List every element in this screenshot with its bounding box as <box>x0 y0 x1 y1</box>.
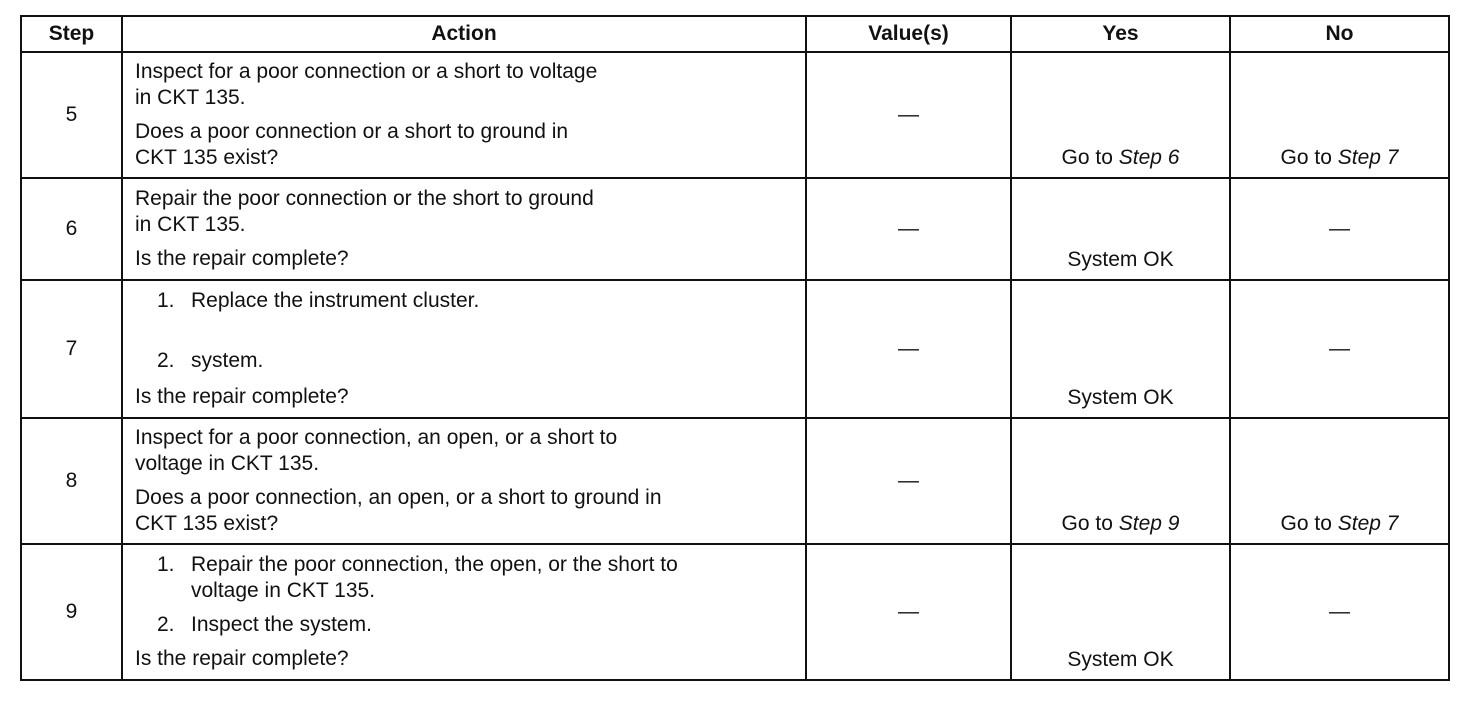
step-number: 5 <box>21 52 122 178</box>
table-row <box>21 178 1449 280</box>
action-question <box>135 485 793 537</box>
question-text-line: CKT 135 exist? <box>135 512 279 535</box>
action-question: Is the repair complete? <box>135 647 349 670</box>
numbered-item <box>135 348 793 374</box>
item-text: system. <box>191 349 264 372</box>
yes-cell <box>1011 52 1230 178</box>
action-cell <box>122 544 806 680</box>
table-row <box>21 52 1449 178</box>
header-row <box>21 16 1449 52</box>
numbered-item <box>135 612 793 638</box>
action-cell <box>122 280 806 418</box>
item-text-line: voltage in CKT 135. <box>191 579 376 602</box>
header-action: Action <box>122 16 806 52</box>
item-text: Inspect the system. <box>191 613 372 636</box>
table-row <box>21 544 1449 680</box>
header-values: Value(s) <box>806 16 1011 52</box>
value-cell: — <box>806 52 1011 178</box>
numbered-item <box>135 288 793 314</box>
header-yes: Yes <box>1011 16 1230 52</box>
numbered-item <box>135 552 793 604</box>
value-cell: — <box>806 544 1011 680</box>
question-text-line: CKT 135 exist? <box>135 146 279 169</box>
action-text-line: in CKT 135. <box>135 213 246 236</box>
yes-prefix: Go to <box>1061 512 1119 535</box>
action-text-line: voltage in CKT 135. <box>135 452 320 475</box>
action-instruction <box>135 186 793 238</box>
step-number: 8 <box>21 418 122 544</box>
no-cell <box>1230 418 1449 544</box>
no-cell <box>1230 52 1449 178</box>
action-text-line: in CKT 135. <box>135 86 246 109</box>
question-text-line: Does a poor connection, an open, or a short to ground in <box>135 486 662 509</box>
value-cell: — <box>806 178 1011 280</box>
no-step-link[interactable]: Step 7 <box>1337 146 1399 169</box>
action-cell <box>122 52 806 178</box>
action-instruction <box>135 425 793 477</box>
no-step-link[interactable]: Step 7 <box>1337 512 1399 535</box>
action-question: Is the repair complete? <box>135 247 349 270</box>
yes-step-link[interactable]: Step 9 <box>1118 512 1180 535</box>
item-number: 2. <box>157 349 175 372</box>
diagnostic-table <box>20 15 1450 681</box>
yes-prefix: Go to <box>1061 146 1119 169</box>
yes-cell: System OK <box>1011 178 1230 280</box>
no-prefix: Go to <box>1280 512 1338 535</box>
table-row <box>21 418 1449 544</box>
value-cell: — <box>806 280 1011 418</box>
item-text <box>191 552 793 604</box>
item-text: Replace the instrument cluster. <box>191 289 480 312</box>
value-cell: — <box>806 418 1011 544</box>
no-cell: — <box>1230 178 1449 280</box>
item-text-line: Repair the poor connection, the open, or the short to <box>191 553 678 576</box>
yes-cell <box>1011 418 1230 544</box>
action-question <box>135 119 793 171</box>
action-instruction <box>135 59 793 111</box>
action-question: Is the repair complete? <box>135 385 349 408</box>
step-number: 7 <box>21 280 122 418</box>
action-cell <box>122 418 806 544</box>
no-cell: — <box>1230 544 1449 680</box>
header-no: No <box>1230 16 1449 52</box>
item-number: 1. <box>157 553 175 576</box>
question-text-line: Does a poor connection or a short to ground in <box>135 120 569 143</box>
item-number: 1. <box>157 289 175 312</box>
no-prefix: Go to <box>1280 146 1338 169</box>
step-number: 6 <box>21 178 122 280</box>
yes-step-link[interactable]: Step 6 <box>1118 146 1180 169</box>
item-number: 2. <box>157 613 175 636</box>
table-row <box>21 280 1449 418</box>
yes-cell: System OK <box>1011 544 1230 680</box>
no-cell: — <box>1230 280 1449 418</box>
action-text-line: Inspect for a poor connection or a short to voltage <box>135 60 598 83</box>
header-step: Step <box>21 16 122 52</box>
spacer <box>135 314 793 348</box>
action-text-line: Inspect for a poor connection, an open, or a short to <box>135 426 618 449</box>
action-cell <box>122 178 806 280</box>
diagnostic-table-container <box>20 15 1450 681</box>
yes-cell: System OK <box>1011 280 1230 418</box>
action-text-line: Repair the poor connection or the short to ground <box>135 187 594 210</box>
step-number: 9 <box>21 544 122 680</box>
